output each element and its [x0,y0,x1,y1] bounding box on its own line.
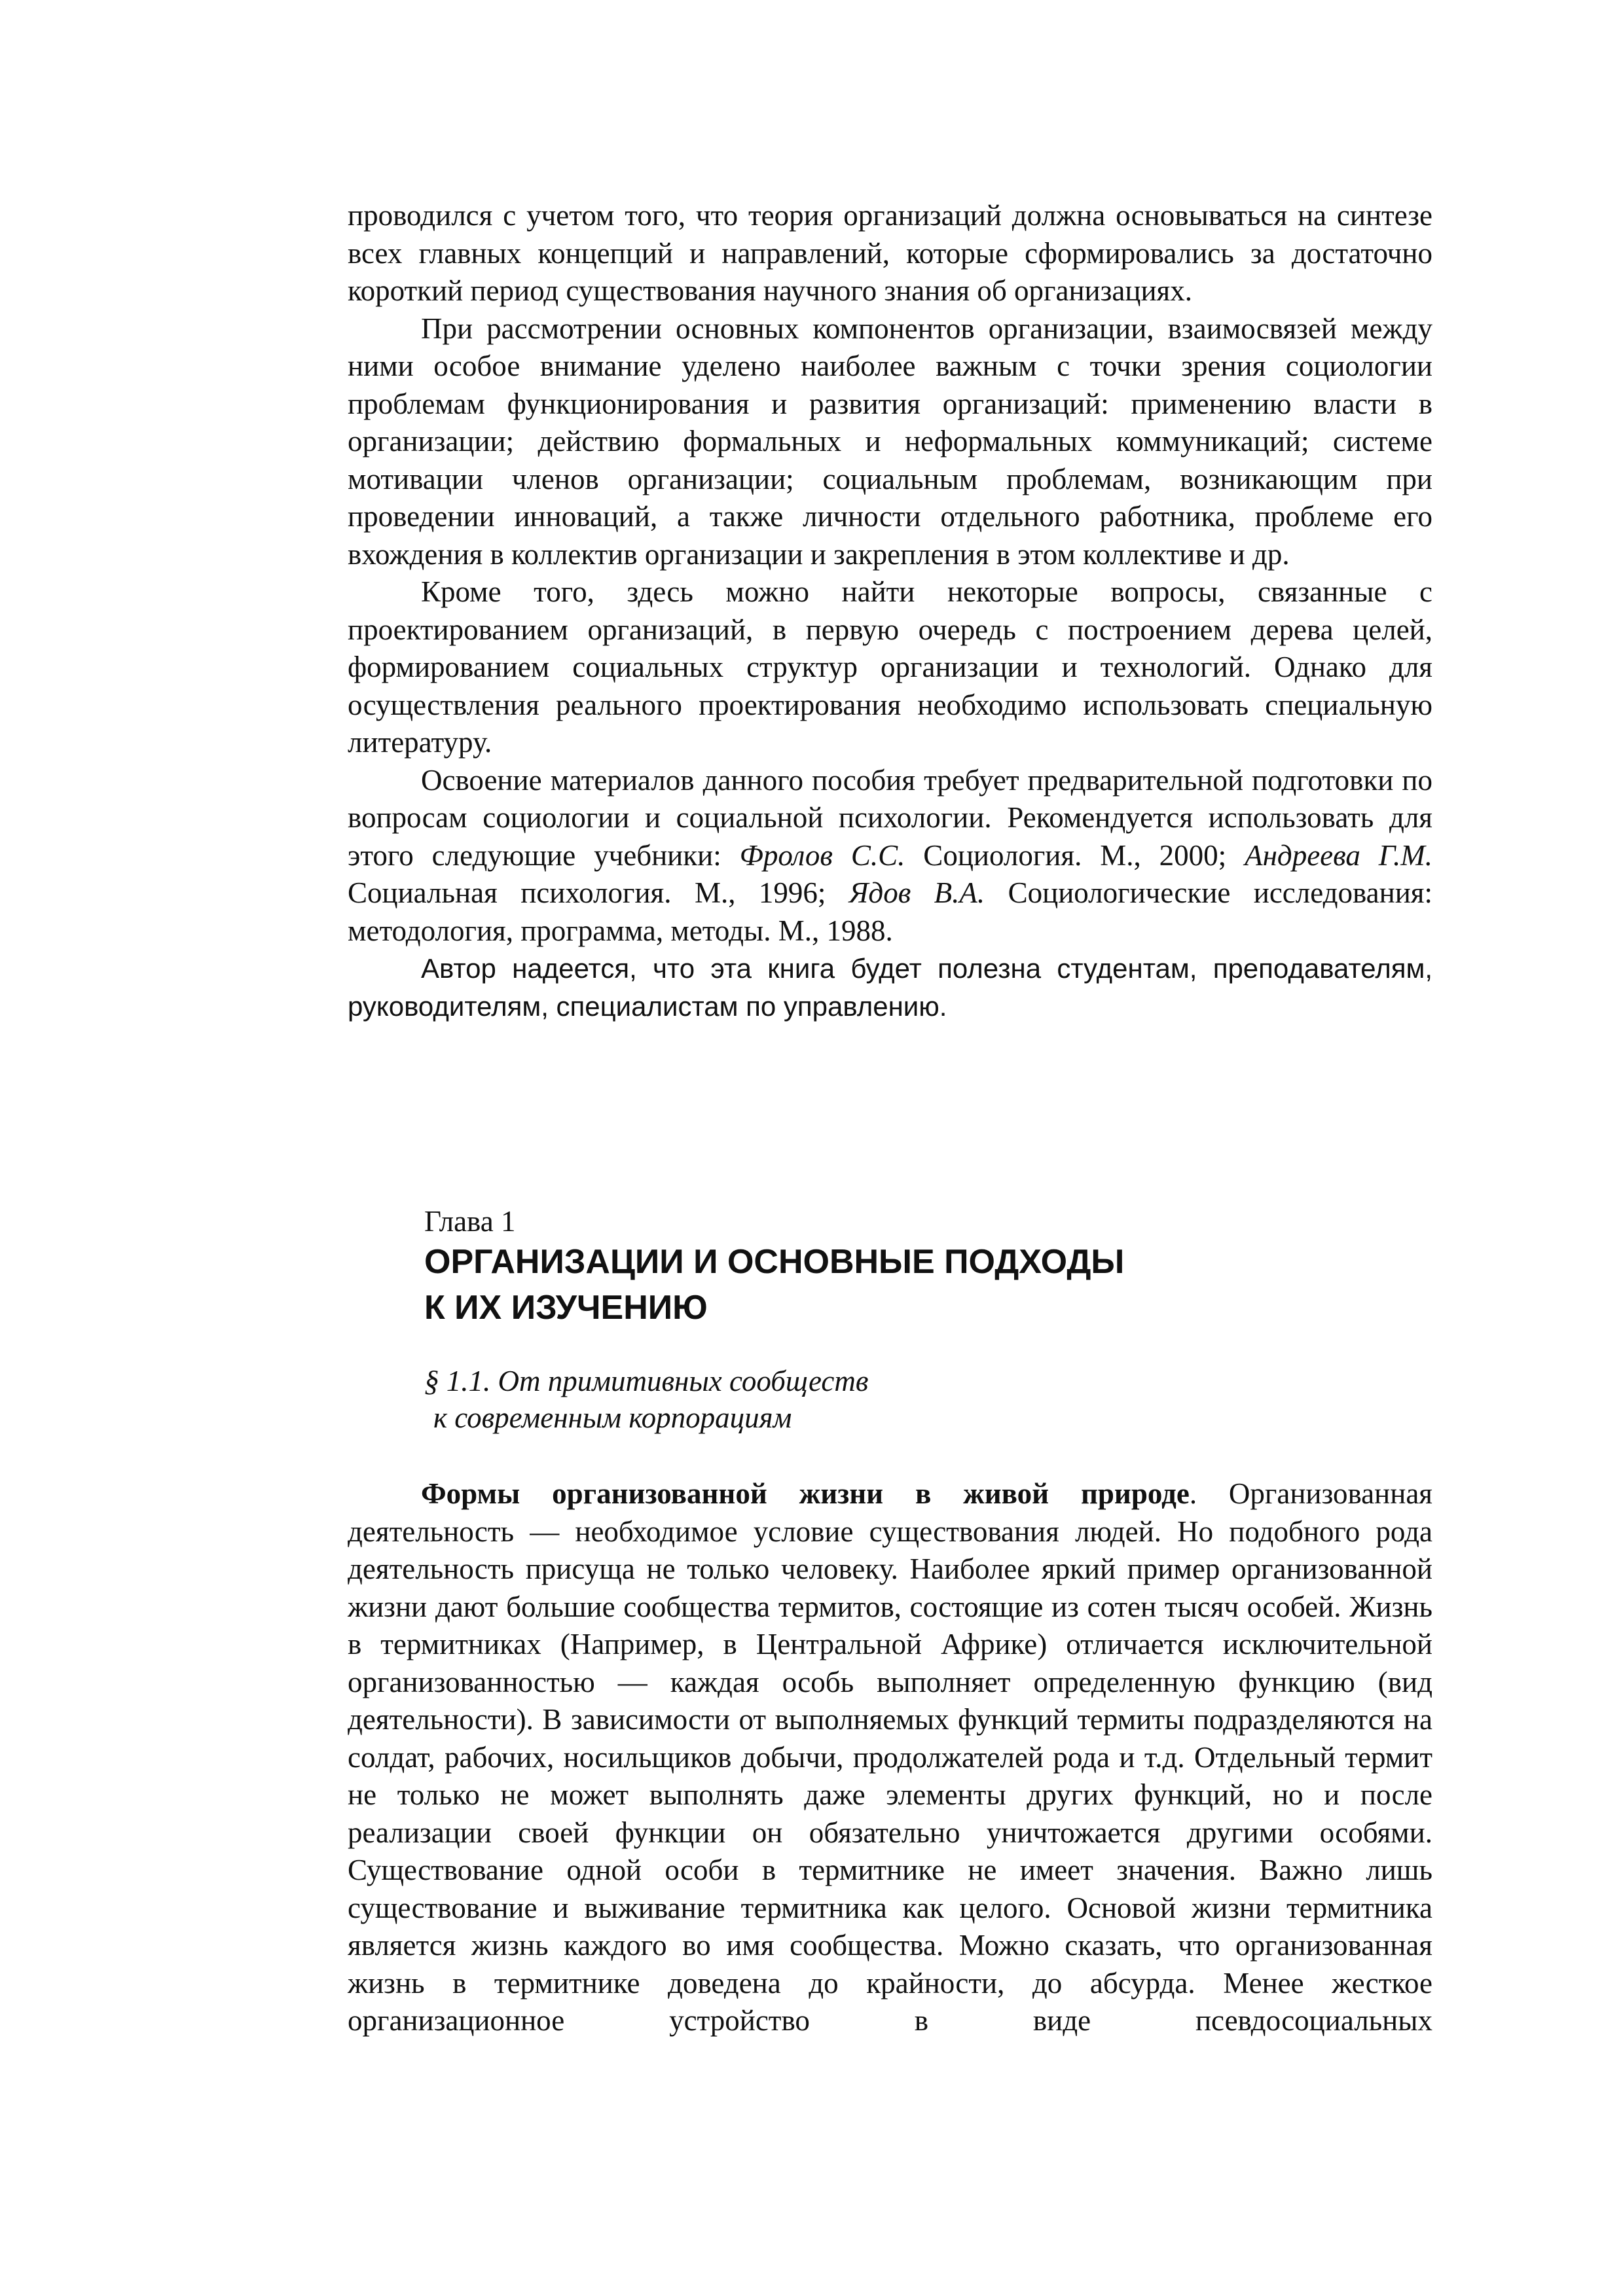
run-in-heading: Формы организованной жизни в живой природе [421,1477,1190,1510]
reference-author-3: Ядов В.А. [848,876,985,909]
intro-paragraph-1: проводился с учетом того, что теория организаций должна основываться на синтезе всех главных концепций и направлений, которые сформировались за достаточно короткий период существования научного знания об организациях. [348,199,1432,307]
chapter-title-line-1: ОРГАНИЗАЦИИ И ОСНОВНЫЕ ПОДХОДЫ [424,1243,1125,1281]
section-title-line-1: § 1.1. От примитивных сообществ [424,1365,869,1397]
intro-paragraph-5: Автор надеется, что эта книга будет полезна студентам, преподавателям, руководителям, специалистам по управлению. [348,953,1432,1022]
section-title-line-2: к современным корпорациям [433,1401,792,1434]
chapter-title-line-2: К ИХ ИЗУЧЕНИЮ [424,1289,708,1327]
intro-paragraph-2: При рассмотрении основных компонентов организации, взаимосвязей между ними особое внимание уделено наиболее важным с точки зрения социологии проблемам функционирования и развития организаций: применению власти в организации; действию формальных и неформальных коммуникаций; системе мотивации членов организации; социальным проблемам, возникающим при проведении инноваций, а также личности отдельного работника, проблеме его вхождения в коллектив организации и закрепления в этом коллективе и др. [348,312,1432,571]
intro-text [348,197,1432,1025]
section-body [348,1475,1432,2040]
body-text: . Организованная деятельность — необходимое условие существования людей. Но подобного рода деятельность присуща не только человеку. Наиболее яркий пример организованной жизни дают большие сообщества термитов, состоящие из сотен тысяч особей. Жизнь в термитниках (Например, в Центральной Африке) отличается исключительной организованностью — каждая особь выполняет определенную функцию (вид деятельности). В зависимости от выполняемых функций термиты подразделяются на солдат, рабочих, носильщиков добычи, продолжателей рода и т.д. Отдельный термит не только не может выполнять даже элементы других функций, но и после реализации своей функции он обязательно уничтожается другими особями. Существование одной особи в термитнике не имеет значения. Важно лишь существование и выживание термитника как целого. Основой жизни термитника является жизнь каждого во имя сообщества. Можно сказать, что организованная жизнь в термитнике доведена до крайности, до абсурда. Менее жесткое организационное устройство в виде псевдосоциальных [348,1477,1432,2037]
body-paragraph [348,1475,1432,2040]
chapter-label: Глава 1 [424,1205,516,1238]
reference-work-2: Социальная психология. М., 1996; [348,876,849,909]
section-title [424,1363,868,1436]
intro-paragraph-4 [348,762,1432,950]
intro-paragraph-3: Кроме того, здесь можно найти некоторые вопросы, связанные с проектированием организаций, в первую очередь с построением дерева целей, формированием социальных структур организации и технологий. Однако для осуществления реального проектирования необходимо использовать специальную литературу. [348,575,1432,759]
reference-work-1: Социология. М., 2000; [905,838,1245,872]
recommendation-lead: Освоение материалов данного пособия требует предварительной подготовки по вопросам социологии и социальной психологии. Рекомендуется использовать для этого следующие учебники: [348,763,1432,872]
chapter-title [424,1239,1124,1331]
reference-work-3: Социологические исследования: методология, программа, методы. М., 1988. [348,876,1432,947]
reference-author-1: Фролов С.С. [739,838,905,872]
reference-author-2: Андреева Г.М. [1245,838,1432,872]
